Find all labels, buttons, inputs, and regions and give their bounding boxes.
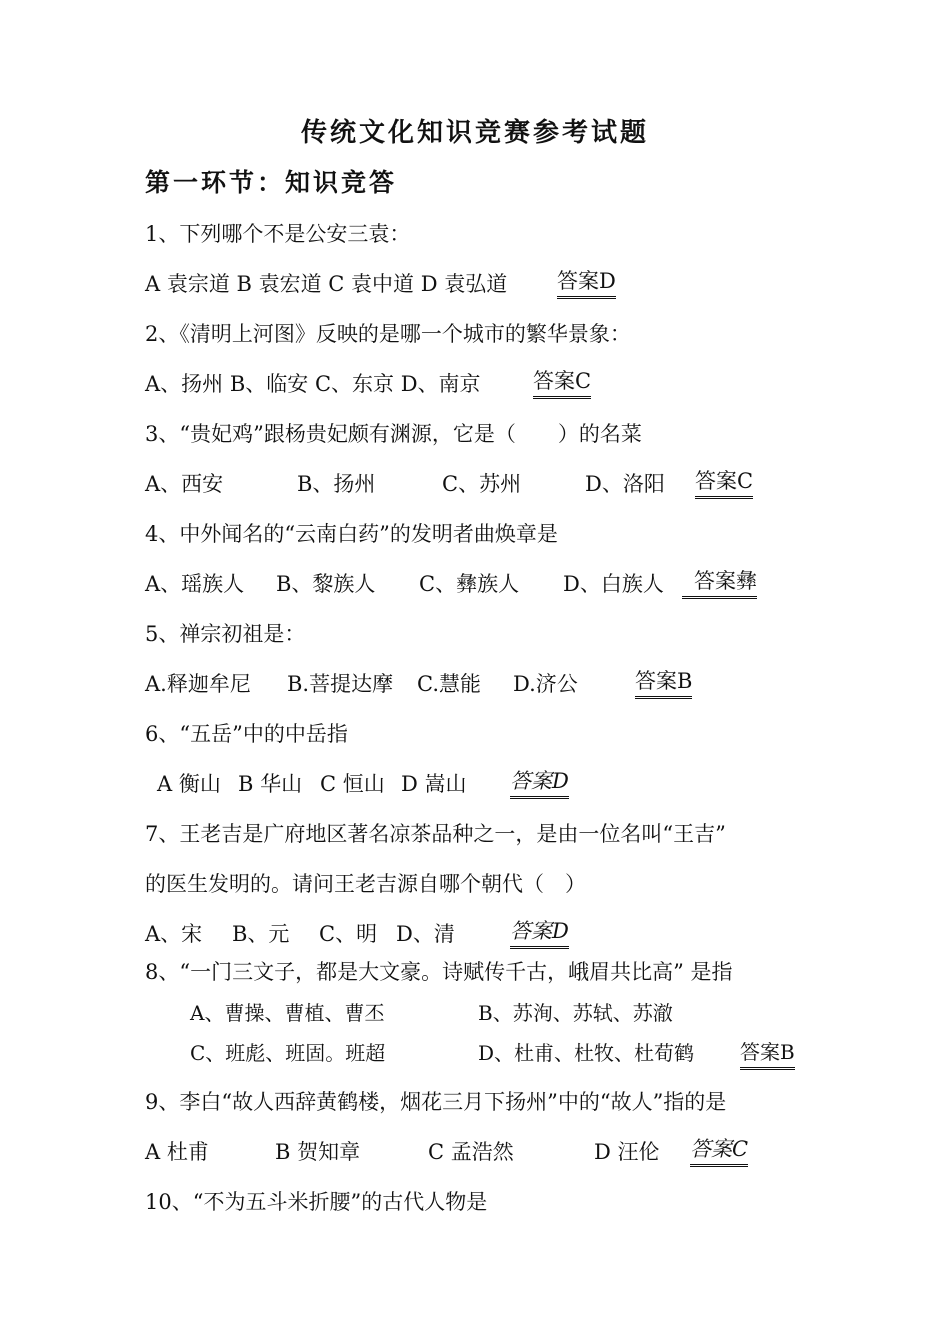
option-c: C、明 [319, 922, 378, 946]
option-d: D、清 [396, 922, 455, 946]
question-5: 5、禅宗初祖是： [145, 622, 306, 646]
question-7: 7、王老吉是广府地区著名凉茶品种之一，是由一位名叫“王吉” [145, 822, 726, 846]
question-9: 9、李白“故人西辞黄鹤楼，烟花三月下扬州”中的“故人”指的是 [145, 1090, 727, 1114]
option-b: B 贺知章 [275, 1140, 361, 1164]
option-c: C、苏州 [442, 472, 522, 496]
question-6: 6、“五岳”中的中岳指 [145, 722, 348, 746]
question-2: 2、《清明上河图》反映的是哪一个城市的繁华景象： [145, 322, 631, 346]
question-8: 8、“一门三文子，都是大文豪。诗赋传千古，峨眉共比高” 是指 [145, 960, 733, 984]
page-title: 传统文化知识竞赛参考试题 [300, 118, 649, 148]
option-a: A 衡山 [157, 772, 221, 796]
option-a: A、宋 [145, 922, 203, 946]
option-a: A、西安 [145, 472, 224, 496]
answer-3: 答案C [695, 467, 753, 499]
answer-7: 答案D [510, 917, 569, 949]
option-b: B.菩提达摩 [287, 672, 394, 696]
option-d: D 嵩山 [401, 772, 467, 796]
option-c: C、彝族人 [419, 572, 520, 596]
answer-5: 答案B [635, 667, 692, 699]
option-d: D、杜甫、杜牧、杜荀鹤 [478, 1041, 695, 1065]
option-b: B 华山 [238, 772, 303, 796]
option-a: A、瑶族人 [145, 572, 245, 596]
answer-4: 答案彝 [682, 567, 757, 599]
option-b: B、苏洵、苏轼、苏澈 [478, 1001, 673, 1025]
option-c: C 恒山 [320, 772, 385, 796]
question-10: 10、“不为五斗米折腰”的古代人物是 [145, 1190, 488, 1214]
option-d: D.济公 [513, 672, 578, 696]
option-b: B、黎族人 [276, 572, 376, 596]
option-c: C.慧能 [417, 672, 481, 696]
answer-6: 答案D [510, 767, 569, 799]
section-heading: 第一环节：知识竞答 [145, 168, 398, 197]
option-a: A、曹操、曹植、曹丕 [190, 1001, 385, 1025]
option-b: B、扬州 [297, 472, 376, 496]
options-1: A 袁宗道 B 袁宏道 C 袁中道 D 袁弘道 [145, 272, 508, 296]
answer-1: 答案D [557, 267, 616, 299]
question-3: 3、“贵妃鸡”跟杨贵妃颇有渊源，它是（ ）的名菜 [145, 422, 642, 446]
option-a: A 杜甫 [145, 1140, 209, 1164]
answer-8: 答案B [740, 1038, 795, 1070]
options-2: A、扬州 B、临安 C、东京 D、南京 [145, 372, 481, 396]
option-d: D、白族人 [563, 572, 664, 596]
option-c: C、班彪、班固。班超 [190, 1041, 386, 1065]
option-c: C 孟浩然 [428, 1140, 514, 1164]
option-b: B、元 [232, 922, 290, 946]
question-7-cont: 的医生发明的。请问王老吉源自哪个朝代（ ） [145, 872, 586, 896]
option-d: D 汪伦 [594, 1140, 660, 1164]
question-4: 4、中外闻名的“云南白药”的发明者曲焕章是 [145, 522, 558, 546]
answer-2: 答案C [533, 367, 591, 399]
option-d: D、洛阳 [585, 472, 665, 496]
question-1: 1、下列哪个不是公安三袁： [145, 222, 411, 246]
option-a: A.释迦牟尼 [145, 672, 251, 696]
answer-9: 答案C [690, 1135, 748, 1167]
